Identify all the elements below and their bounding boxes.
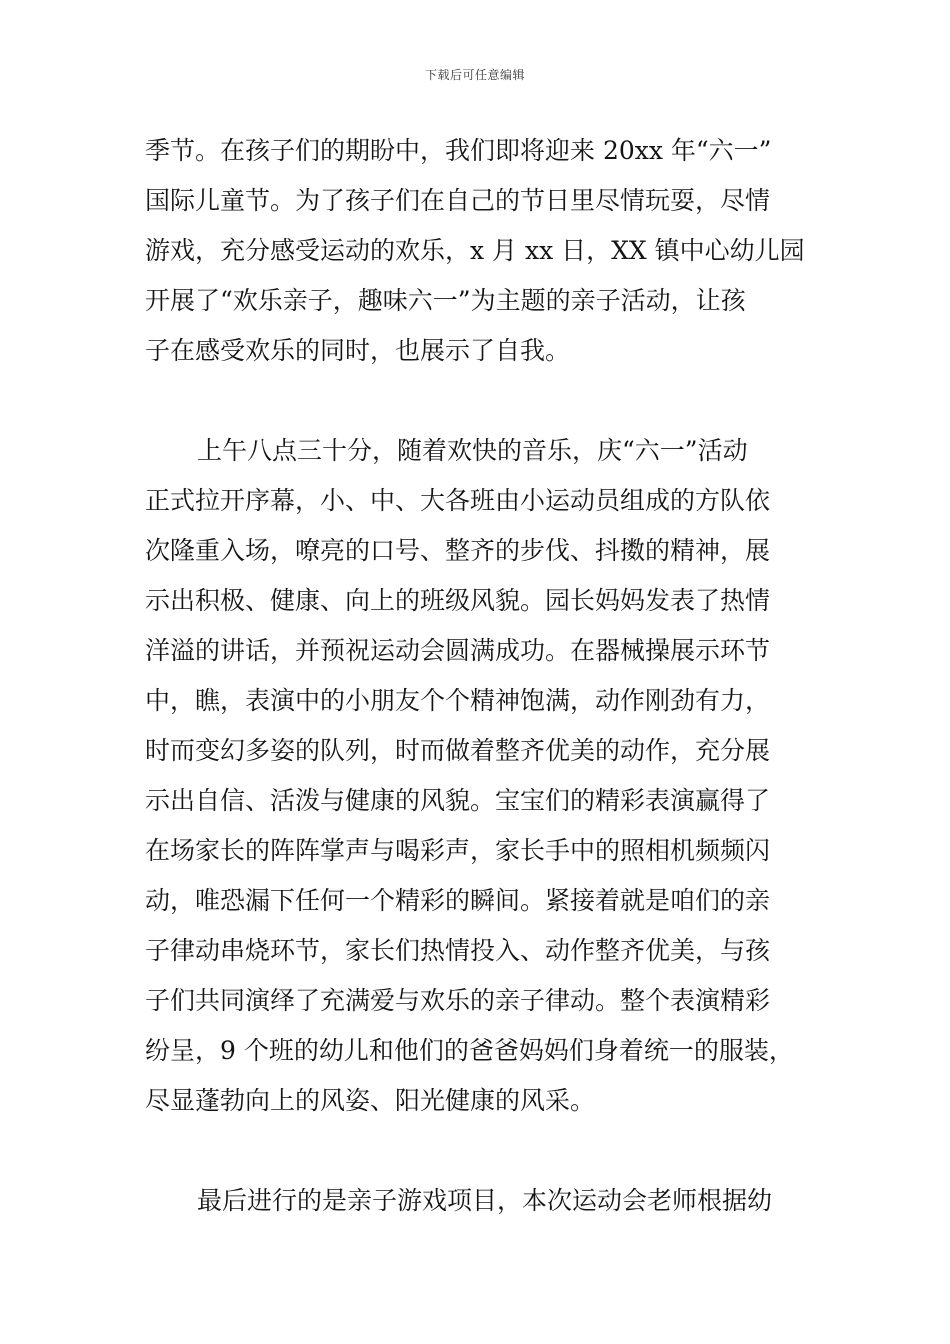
paragraph-2-line-6: 中，瞧，表演中的小朋友个个精神饱满，动作刚劲有力， <box>145 686 771 715</box>
paragraph-2-line-1: 上午八点三十分，随着欢快的音乐，庆“六一”活动 <box>197 436 748 465</box>
paragraph-2-line-8: 示出自信、活泼与健康的风貌。宝宝们的精彩表演赢得了 <box>145 786 771 815</box>
paragraph-2-line-3: 次隆重入场，嘹亮的口号、整齐的步伐、抖擞的精神，展 <box>145 536 771 565</box>
paragraph-1-line-5: 子在感受欢乐的同时，也展示了自我。 <box>145 336 571 365</box>
paragraph-2-line-13: 纷呈，9 个班的幼儿和他们的爸爸妈妈们身着统一的服装， <box>145 1036 794 1065</box>
paragraph-2-line-2: 正式拉开序幕，小、中、大各班由小运动员组成的方队依 <box>145 486 771 515</box>
paragraph-2-line-9: 在场家长的阵阵掌声与喝彩声，家长手中的照相机频频闪 <box>145 836 771 865</box>
paragraph-2-line-14: 尽显蓬勃向上的风姿、阳光健康的风采。 <box>145 1086 596 1115</box>
paragraph-1-line-2: 国际儿童节。为了孩子们在自己的节日里尽情玩耍，尽情 <box>145 186 771 215</box>
paragraph-1-line-4: 开展了“欢乐亲子，趣味六一”为主题的亲子活动，让孩 <box>145 286 746 315</box>
paragraph-3-line-1: 最后进行的是亲子游戏项目，本次运动会老师根据幼 <box>197 1186 773 1215</box>
paragraph-2-line-5: 洋溢的讲话，并预祝运动会圆满成功。在器械操展示环节 <box>145 636 771 665</box>
paragraph-1-line-3: 游戏，充分感受运动的欢乐，x 月 xx 日，XX 镇中心幼儿园 <box>145 236 805 265</box>
paragraph-2-line-11: 子律动串烧环节，家长们热情投入、动作整齐优美，与孩 <box>145 936 771 965</box>
page-header: 下载后可任意编辑 <box>424 68 525 82</box>
paragraph-2-line-10: 动，唯恐漏下任何一个精彩的瞬间。紧接着就是咱们的亲 <box>145 886 771 915</box>
paragraph-2-line-4: 示出积极、健康、向上的班级风貌。园长妈妈发表了热情 <box>145 586 771 615</box>
paragraph-2-line-7: 时而变幻多姿的队列，时而做着整齐优美的动作，充分展 <box>145 736 771 765</box>
paragraph-1-line-1: 季节。在孩子们的期盼中，我们即将迎来 20xx 年“六一” <box>145 136 772 165</box>
paragraph-2-line-12: 子们共同演绎了充满爱与欢乐的亲子律动。整个表演精彩 <box>145 986 771 1015</box>
